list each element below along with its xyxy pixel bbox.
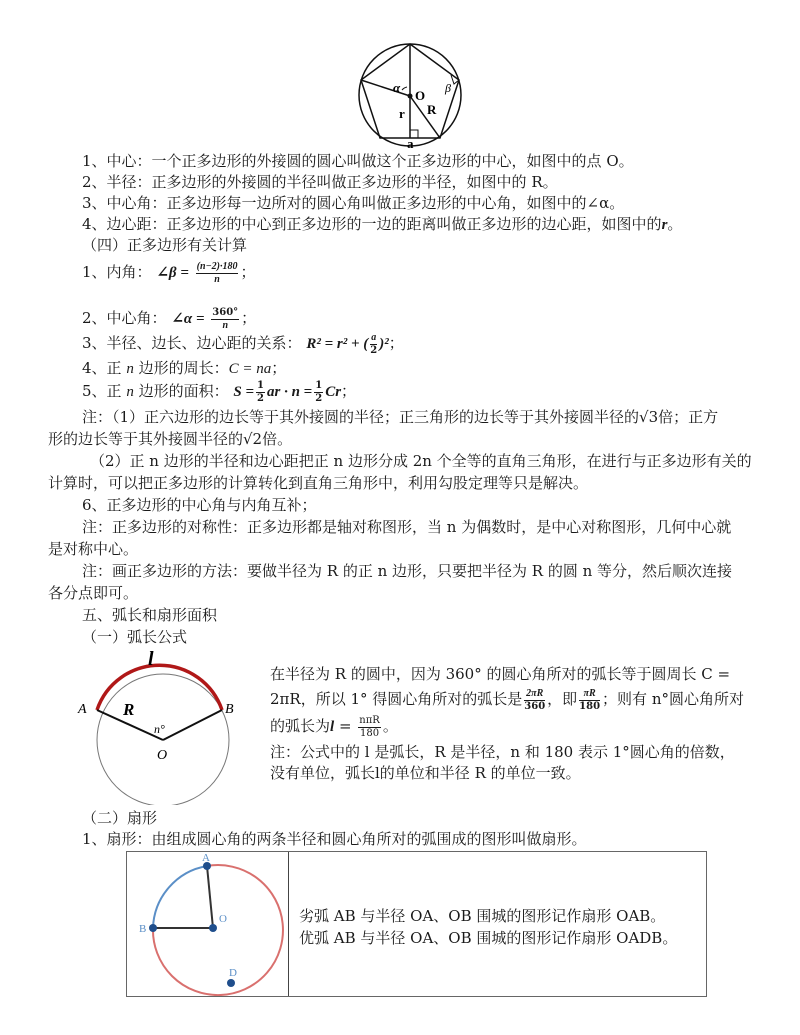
definition-apothem [82,214,682,235]
definition-radius: 2、半径：正多边形的外接圆的半径叫做正多边形的半径，如图中的 R。 [82,173,558,191]
sector-table [126,851,707,997]
note-2-line-a: （2）正 n 边形的半径和边心距把正 n 边形分成 2n 个全等的直角三角形，在进行与正多边形有关的 [90,452,752,470]
svg-text:r: r [399,106,405,121]
note-1-line-a: 注：（1）正六边形的边长等于其外接圆的半径；正三角形的边长等于其外接圆半径的√3倍；正方 [82,408,719,426]
formula-1-fraction: $\frac{(n-2)\cdot 180}{n}$ [196,260,238,285]
svg-text:O: O [219,913,227,925]
formula-area: 5、正 n 边形的面积： S = $\frac{1}{2}$ ar · n = $\frac{1}{2}$ Cr； [82,379,357,404]
sector-definition: 1、扇形：由组成圆心角的两条半径和圆心角所对的弧围成的图形叫做扇形。 [82,830,587,848]
sector-figure-cell [127,852,289,996]
svg-text:l: l [148,648,154,670]
formula-1-label: 1、内角： [82,263,152,281]
arc-fraction-npiR-180: $\frac{\text{nπR}}{180}$ [359,714,380,739]
svg-text:O: O [157,748,168,763]
svg-text:n°: n° [154,722,165,736]
formula-2-label: 2、中心角： [82,309,167,327]
formula-central-angle: 2、中心角： ∠α = $\frac{360^\circ}{n}$ ； [82,306,257,331]
svg-text:O: O [415,88,426,103]
arc-length-figure [68,645,248,805]
arc-note-line-1: 注：公式中的 l 是弧长，R 是半径，n 和 180 表示 1°圆心角的倍数， [270,743,735,761]
arc-fraction-piR-180: $\frac{\pi R}{180}$ [579,687,601,712]
formula-3-label: 3、半径、边长、边心距的关系： [82,334,302,352]
formula-3-fraction: $\frac{a}{2}$ [370,331,378,356]
formula-1-lhs: ∠β = [156,265,189,281]
note-symmetry-a: 注：正多边形的对称性：正多边形都是轴对称图形，当 n 为偶数时，是中心对称图形，几何中心就 [82,518,732,536]
note-2-line-b: 计算时，可以把正多边形的计算转化到直角三角形中，利用勾股定理等只是解决。 [48,474,589,492]
note-symmetry-b: 是对称中心。 [48,540,139,558]
sector-figure [127,852,287,996]
formula-4-expr: C = na [228,361,272,377]
formula-3-expr-a: R² = r² + ( [306,336,369,352]
svg-text:a: a [407,136,414,150]
definition-apothem-end: 。 [667,215,683,233]
svg-text:B: B [225,702,234,717]
svg-text:A: A [202,852,210,864]
svg-text:R: R [427,102,437,117]
major-sector-text: 优弧 AB 与半径 OA、OB 围城的图形记作扇形 OADB。 [299,929,678,947]
definition-apothem-text: 4、边心距：正多边形的中心到正多边形的一边的距离叫做正多边形的边心距，如图中的 [82,215,662,233]
section-4-title: （四）正多边形有关计算 [82,236,248,254]
svg-text:R: R [123,700,135,719]
arc-text-line-2: 2πR，所以 1° 得圆心角所对的弧长是 $\frac{2\pi R}{360}$ ，即 $\frac{\pi R}{180}$ ；则有 n°圆心角所对 [270,687,744,712]
sector-description-cell [289,852,706,996]
formula-relation: 3、半径、边长、边心距的关系： R² = r² + ( $\frac{a}{2}$ )²； [82,331,404,356]
note-draw-b: 各分点即可。 [48,584,139,602]
minor-sector-text: 劣弧 AB 与半径 OA、OB 围城的图形记作扇形 OAB。 [299,907,666,925]
formula-5-fraction-2: $\frac{1}{2}$ [315,379,323,404]
svg-text:D: D [229,967,237,979]
arc-fraction-2piR-360: $\frac{2\pi R}{360}$ [524,687,546,712]
note-1-line-b: 形的边长等于其外接圆半径的√2倍。 [48,430,293,448]
arc-text-line-1: 在半径为 R 的圆中，因为 360° 的圆心角所对的弧长等于圆周长 C = [270,665,731,683]
formula-2-lhs: ∠α = [171,311,205,327]
arc-note-line-2: 没有单位，弧长l的单位和半径 R 的单位一致。 [270,764,581,782]
item-6: 6、正多边形的中心角与内角互补； [82,496,317,514]
formula-interior-angle: 1、内角： ∠β = $\frac{(n-2)\cdot 180}{n}$ ； [82,260,256,285]
svg-text:α: α [393,80,401,95]
note-draw-a: 注：画正多边形的方法：要做半径为 R 的正 n 边形，只要把半径为 R 的圆 n 等分，然后顺次连接 [82,562,733,580]
formula-2-fraction: $\frac{360^\circ}{n}$ [212,306,239,331]
arc-length-subtitle: （一）弧长公式 [82,628,188,646]
section-5-title: 五、弧长和扇形面积 [82,606,218,624]
sector-subtitle: （二）扇形 [82,809,158,827]
definition-center: 1、中心：一个正多边形的外接圆的圆心叫做这个正多边形的中心，如图中的点 O。 [82,152,634,170]
formula-perimeter: 4、正 n 边形的周长：C = na； [82,359,287,377]
formula-5-fraction-1: $\frac{1}{2}$ [257,379,264,404]
svg-text:A: A [78,702,87,717]
definition-central-angle: 3、中心角：正多边形每一边所对的圆心角叫做正多边形的中心角，如图中的∠α。 [82,194,625,212]
apothem-var: r [661,217,668,233]
inscribed-pentagon-figure [355,40,465,150]
svg-text:β: β [445,81,451,95]
svg-text:B: B [139,923,147,935]
arc-text-line-3: 的弧长为l = $\frac{\text{nπR}}{180}$ 。 [270,714,398,739]
